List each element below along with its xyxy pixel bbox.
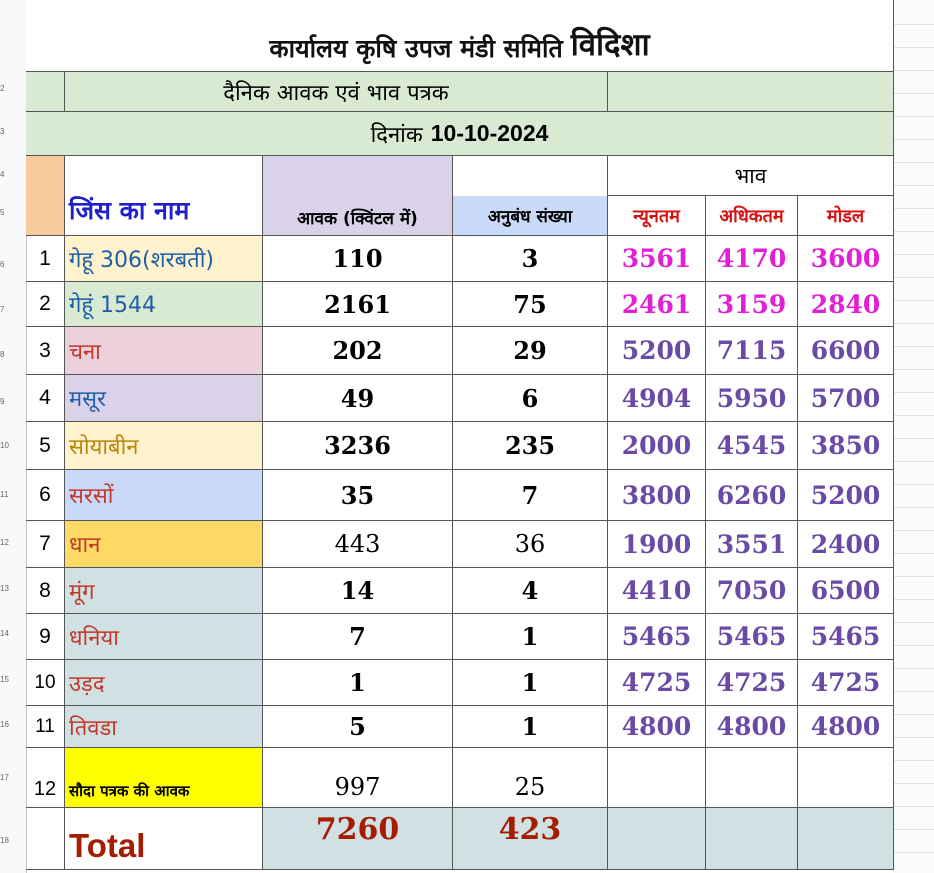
max-price[interactable]: 3551 <box>706 521 798 568</box>
contracts-value[interactable]: 1 <box>453 706 608 748</box>
row-number[interactable]: 14 <box>0 629 9 638</box>
arrival-value[interactable]: 1 <box>263 660 453 706</box>
modal-price[interactable]: 4725 <box>798 660 894 706</box>
arrival-value[interactable]: 110 <box>263 236 453 282</box>
max-price[interactable]: 5950 <box>706 375 798 422</box>
max-price[interactable]: 5465 <box>706 614 798 660</box>
contracts-value[interactable]: 25 <box>453 748 608 808</box>
commodity-name[interactable]: धनिया <box>65 614 263 660</box>
row-number[interactable]: 7 <box>0 305 5 314</box>
modal-price[interactable]: 3600 <box>798 236 894 282</box>
min-price[interactable]: 4904 <box>608 375 706 422</box>
min-price[interactable]: 4725 <box>608 660 706 706</box>
sauda-label: सौदा पत्रक की आवक <box>69 782 190 800</box>
modal-price[interactable]: 6500 <box>798 568 894 614</box>
row-number[interactable]: 13 <box>0 584 9 593</box>
min-price[interactable]: 4800 <box>608 706 706 748</box>
contracts-value[interactable]: 1 <box>453 614 608 660</box>
arrival-header-label: आवक (क्विंटल में) <box>297 209 418 229</box>
max-header[interactable] <box>706 196 798 236</box>
modal-price[interactable]: 2840 <box>798 282 894 327</box>
contracts-value[interactable]: 3 <box>453 236 608 282</box>
blank-cell[interactable] <box>798 808 894 870</box>
row-serial[interactable]: 12 <box>26 748 65 808</box>
row-serial[interactable]: 4 <box>26 375 65 422</box>
total-arrival: 7260 <box>315 812 400 847</box>
row-number[interactable]: 11 <box>0 490 9 499</box>
row-serial[interactable]: 5 <box>26 422 65 470</box>
min-price[interactable]: 3800 <box>608 470 706 521</box>
max-price[interactable]: 3159 <box>706 282 798 327</box>
max-price[interactable]: 4800 <box>706 706 798 748</box>
blank-cell[interactable] <box>706 748 798 808</box>
min-price[interactable]: 2461 <box>608 282 706 327</box>
office-title-city: विदिशा <box>570 27 650 63</box>
min-price[interactable]: 5465 <box>608 614 706 660</box>
row-number[interactable]: 3 <box>0 127 5 136</box>
empty-grid-area <box>893 0 934 873</box>
commodity-name[interactable]: सोयाबीन <box>65 422 263 470</box>
row-serial[interactable]: 8 <box>26 568 65 614</box>
max-price[interactable]: 7115 <box>706 327 798 375</box>
price-group-header[interactable] <box>608 156 894 196</box>
arrival-value[interactable]: 14 <box>263 568 453 614</box>
total-arrival-cell[interactable] <box>263 808 453 870</box>
arrival-value[interactable]: 997 <box>263 748 453 808</box>
modal-price[interactable]: 5700 <box>798 375 894 422</box>
office-title <box>26 0 894 72</box>
row-number[interactable]: 8 <box>0 350 5 359</box>
modal-header[interactable] <box>798 196 894 236</box>
max-price[interactable]: 7050 <box>706 568 798 614</box>
modal-price[interactable]: 3850 <box>798 422 894 470</box>
row-header-column <box>0 0 27 873</box>
modal-header-label: मोडल <box>826 205 865 227</box>
arrival-value[interactable]: 3236 <box>263 422 453 470</box>
commodity-name[interactable]: उड़द <box>65 660 263 706</box>
commodity-name[interactable]: गेहूं 1544 <box>65 282 263 327</box>
total-label: Total <box>69 827 146 864</box>
total-contracts-cell[interactable] <box>453 808 608 870</box>
commodity-name[interactable]: गेहू 306(शरबती) <box>65 236 263 282</box>
row-number[interactable]: 15 <box>0 675 9 684</box>
blank-cell[interactable] <box>26 808 65 870</box>
row-serial[interactable]: 2 <box>26 282 65 327</box>
contracts-value[interactable]: 7 <box>453 470 608 521</box>
blank-cell[interactable] <box>706 808 798 870</box>
row-serial[interactable]: 11 <box>26 706 65 748</box>
blank-cell[interactable] <box>608 72 894 112</box>
arrival-value[interactable]: 35 <box>263 470 453 521</box>
commodity-name[interactable]: धान <box>65 521 263 568</box>
row-number[interactable]: 4 <box>0 170 5 179</box>
row-number[interactable]: 16 <box>0 720 9 729</box>
row-number[interactable]: 9 <box>0 397 5 406</box>
total-label-cell[interactable] <box>65 808 263 870</box>
min-price[interactable]: 4410 <box>608 568 706 614</box>
max-price[interactable]: 4725 <box>706 660 798 706</box>
max-price[interactable]: 6260 <box>706 470 798 521</box>
max-price[interactable]: 4545 <box>706 422 798 470</box>
commodity-name[interactable]: चना <box>65 327 263 375</box>
date-label: दिनांक <box>370 122 423 148</box>
blank-cell[interactable] <box>26 72 65 112</box>
arrival-value[interactable]: 7 <box>263 614 453 660</box>
blank-cell[interactable] <box>608 808 706 870</box>
arrival-value[interactable]: 2161 <box>263 282 453 327</box>
row-serial[interactable]: 9 <box>26 614 65 660</box>
arrival-value[interactable]: 5 <box>263 706 453 748</box>
date-row[interactable] <box>26 112 894 156</box>
commodity-name[interactable]: मसूर <box>65 375 263 422</box>
blank-cell[interactable] <box>608 748 706 808</box>
contracts-value[interactable]: 1 <box>453 660 608 706</box>
modal-price[interactable]: 6600 <box>798 327 894 375</box>
contracts-value[interactable]: 6 <box>453 375 608 422</box>
arrival-value[interactable]: 202 <box>263 327 453 375</box>
row-serial[interactable]: 6 <box>26 470 65 521</box>
date-value: 10-10-2024 <box>430 120 549 146</box>
price-group-label: भाव <box>734 163 767 188</box>
min-header-label: न्यूनतम <box>633 205 680 227</box>
contracts-header[interactable] <box>453 196 608 236</box>
row-serial[interactable]: 7 <box>26 521 65 568</box>
min-price[interactable]: 1900 <box>608 521 706 568</box>
modal-price[interactable]: 2400 <box>798 521 894 568</box>
row-number[interactable]: 6 <box>0 260 5 269</box>
total-contracts: 423 <box>498 812 562 847</box>
commodity-name[interactable]: सरसों <box>65 470 263 521</box>
max-price[interactable]: 4170 <box>706 236 798 282</box>
row-number[interactable]: 10 <box>0 441 9 450</box>
modal-price[interactable]: 5200 <box>798 470 894 521</box>
sno-header-cell[interactable] <box>26 156 65 236</box>
row-number[interactable]: 2 <box>0 84 5 93</box>
row-number[interactable]: 12 <box>0 538 9 547</box>
min-price[interactable]: 2000 <box>608 422 706 470</box>
max-header-label: अधिकतम <box>719 205 784 227</box>
arrival-value[interactable]: 49 <box>263 375 453 422</box>
arrival-header[interactable] <box>263 156 453 236</box>
modal-price[interactable]: 5465 <box>798 614 894 660</box>
min-header[interactable] <box>608 196 706 236</box>
modal-price[interactable]: 4800 <box>798 706 894 748</box>
min-price[interactable]: 5200 <box>608 327 706 375</box>
blank-cell[interactable] <box>453 156 608 196</box>
contracts-value[interactable]: 29 <box>453 327 608 375</box>
office-title-prefix: कार्यालय कृषि उपज मंडी समिति <box>269 34 563 63</box>
contracts-value[interactable]: 235 <box>453 422 608 470</box>
sauda-label-cell[interactable] <box>65 748 263 808</box>
min-price[interactable]: 3561 <box>608 236 706 282</box>
row-serial[interactable]: 1 <box>26 236 65 282</box>
contracts-value[interactable]: 4 <box>453 568 608 614</box>
row-number[interactable]: 5 <box>0 208 5 217</box>
contracts-value[interactable]: 36 <box>453 521 608 568</box>
contracts-value[interactable]: 75 <box>453 282 608 327</box>
row-number[interactable]: 18 <box>0 836 9 845</box>
commodity-name[interactable]: मूंग <box>65 568 263 614</box>
row-serial[interactable]: 3 <box>26 327 65 375</box>
contracts-header-label: अनुबंध संख्या <box>487 207 573 227</box>
report-title[interactable]: दैनिक आवक एवं भाव पत्रक <box>65 72 608 112</box>
commodity-header[interactable] <box>65 156 263 236</box>
commodity-name[interactable]: तिवडा <box>65 706 263 748</box>
row-serial[interactable]: 10 <box>26 660 65 706</box>
arrival-value[interactable]: 443 <box>263 521 453 568</box>
commodity-header-label: जिंस का नाम <box>69 196 190 225</box>
blank-cell[interactable] <box>798 748 894 808</box>
row-number[interactable]: 17 <box>0 773 9 782</box>
